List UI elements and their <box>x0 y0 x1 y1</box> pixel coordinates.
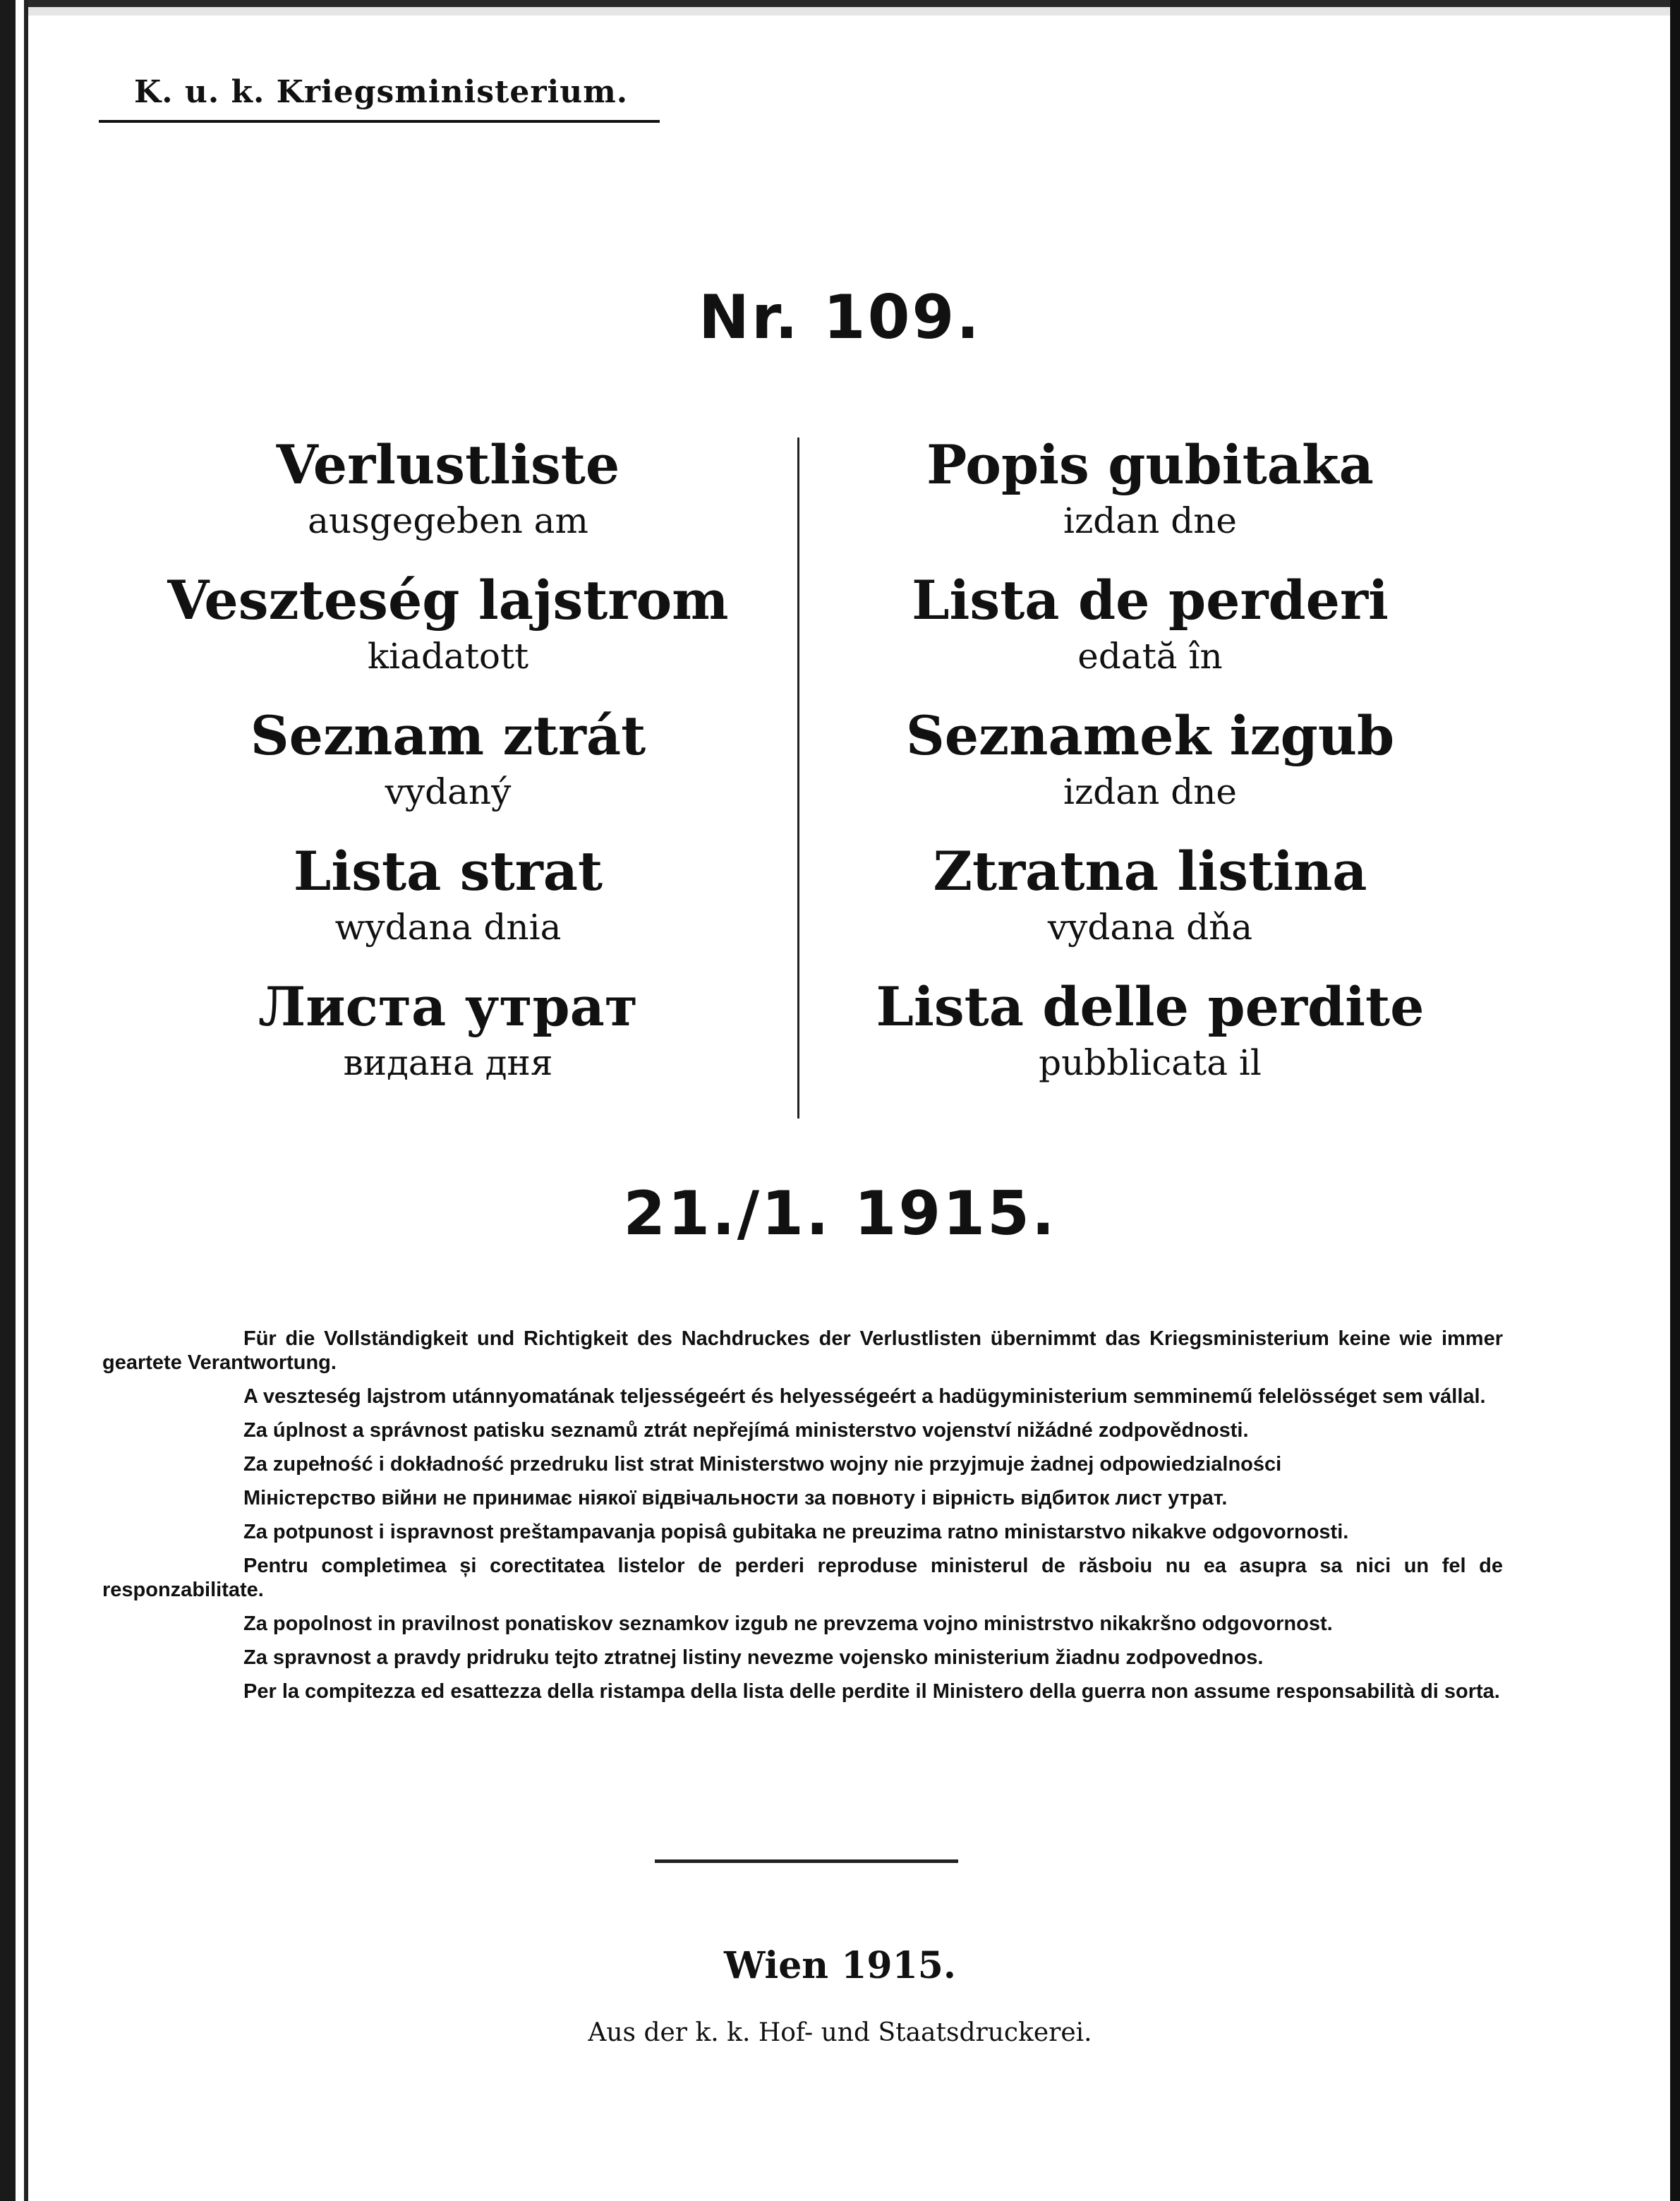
subtitle-hungarian: kiadatott <box>367 636 529 677</box>
ministry-header: K. u. k. Kriegsministerium. <box>99 74 660 123</box>
disclaimer-hungarian: A veszteség lajstrom utánnyomatának teljességeért és helyességeért a hadügyministerium semminemű felelösséget sem vállal. <box>243 1385 1486 1408</box>
issue-number: Nr. 109. <box>699 282 981 353</box>
title-slovenian: Seznamek izgub <box>905 704 1395 767</box>
separator-rule <box>655 1859 958 1863</box>
disclaimer-slovenian: Za popolnost in pravilnost ponatiskov seznamkov izgub ne prevzema vojno ministrstvo nikakršno odgovornost. <box>243 1612 1333 1635</box>
subtitle-ruthenian: видана дня <box>343 1042 553 1083</box>
issue-date: 21./1. 1915. <box>623 1178 1057 1249</box>
title-croatian: Popis gubitaka <box>926 433 1374 496</box>
disclaimer-block <box>102 1327 1503 1713</box>
disclaimer-croatian: Za potpunost i ispravnost preštampavanja popisâ gubitaka ne preuzima ratno ministarstvo nikakve odgovornosti. <box>243 1521 1349 1543</box>
title-ruthenian: Листа утрат <box>258 975 638 1038</box>
subtitle-polish: wydana dnia <box>334 907 562 948</box>
disclaimer-polish: Za zupełność i dokładność przedruku list strat Ministerstwo wojny nie przyjmuje żadnej odpowiedzialności <box>243 1453 1282 1476</box>
subtitle-italian: pubblicata il <box>1039 1042 1262 1083</box>
title-polish: Lista strat <box>293 840 603 903</box>
title-romanian: Lista de perderi <box>912 569 1389 632</box>
disclaimer-czech: Za úplnost a správnost patisku seznamů ztrát nepřejímá ministerstvo vojenství nižádné zodpovědnosti. <box>243 1419 1249 1442</box>
disclaimer-italian: Per la compitezza ed esattezza della ristampa della lista delle perdite il Ministero della guerra non assume responsabilità di sorta. <box>243 1680 1500 1703</box>
disclaimer-romanian: Pentru completimea și corectitatea listelor de perderi reproduse ministerul de răsboiu nu ea asupra sa nici un fel de responzabilitate. <box>102 1555 1503 1601</box>
disclaimer-german: Für die Vollständigkeit und Richtigkeit des Nachdruckes der Verlustlisten übernimmt das Kriegsministerium keine wie immer geartete Verantwortung. <box>102 1327 1503 1374</box>
title-czech: Seznam ztrát <box>250 704 646 767</box>
subtitle-romanian: edată în <box>1077 636 1223 677</box>
subtitle-croatian: izdan dne <box>1063 500 1238 541</box>
title-hungarian: Veszteség lajstrom <box>167 569 729 632</box>
printer-imprint: Aus der k. k. Hof- und Staatsdruckerei. <box>588 2018 1092 2047</box>
subtitle-slovenian: izdan dne <box>1063 771 1238 812</box>
scan-edge-top <box>0 0 1680 7</box>
subtitle-slovak: vydana dňa <box>1047 907 1253 948</box>
disclaimer-slovak: Za spravnost a pravdy pridruku tejto ztratnej listiny nevezme vojensko ministerium žiadnu zodpovednos. <box>243 1646 1264 1669</box>
title-column-right <box>797 430 1503 1108</box>
title-italian: Lista delle perdite <box>876 975 1425 1038</box>
title-german: Verlustliste <box>276 433 620 496</box>
disclaimer-ruthenian: Мiнiстерство вiйни не принимає нiякої вiдвiчальности за повноту i вiрнiсть вiдбиток лист утрат. <box>243 1487 1228 1509</box>
scan-shadow-top <box>28 7 1670 16</box>
publication-place: Wien 1915. <box>723 1944 957 1987</box>
subtitle-czech: vydaný <box>385 771 512 812</box>
subtitle-german: ausgegeben am <box>308 500 588 541</box>
title-slovak: Ztratna listina <box>933 840 1367 903</box>
title-column-left <box>95 430 801 1108</box>
